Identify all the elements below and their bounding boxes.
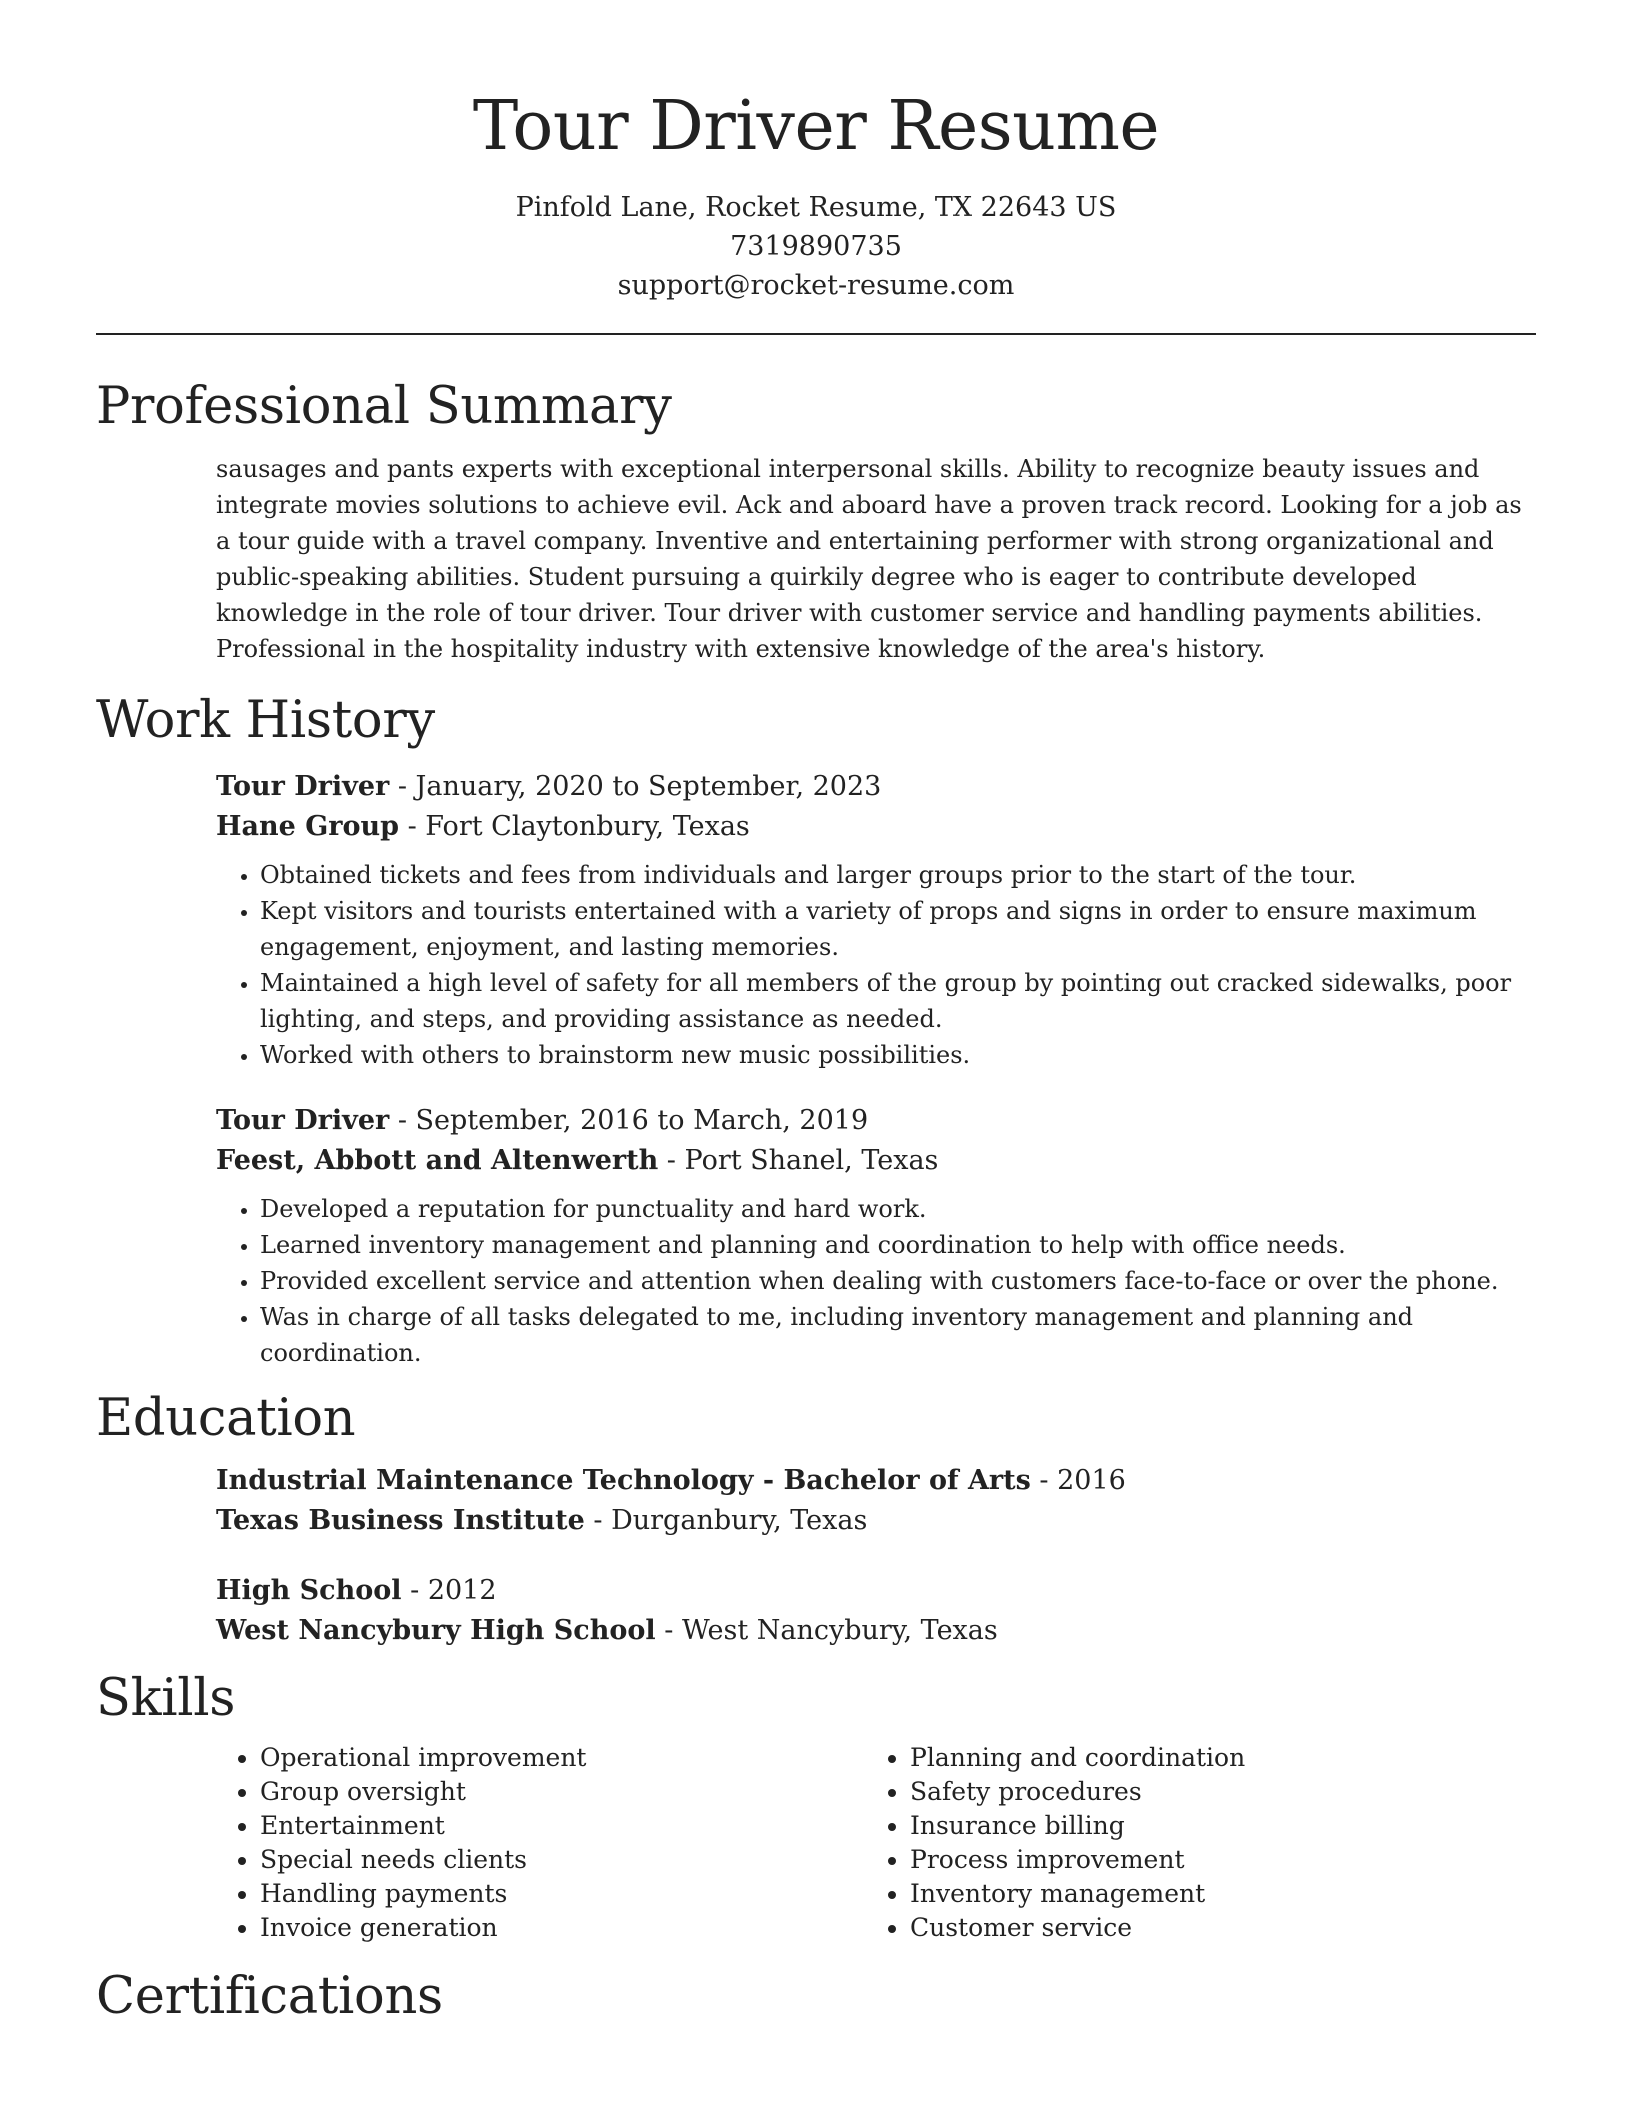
- work-history-heading: Work History: [96, 691, 435, 750]
- job-bullets: [216, 1191, 1536, 1371]
- education-location: - West Nancybury, Texas: [655, 1615, 998, 1646]
- skills-grid: [216, 1741, 1536, 1945]
- certifications-heading: Certifications: [96, 1967, 443, 2026]
- education-school: Texas Business Institute: [216, 1505, 585, 1536]
- summary-heading: Professional Summary: [96, 377, 672, 436]
- skill-item: • Inventory management: [910, 1877, 1516, 1911]
- header-divider: [96, 333, 1536, 335]
- job-bullets: [216, 857, 1536, 1073]
- list-item: • Was in charge of all tasks delegated to me, including inventory management and planning and coordination.: [260, 1299, 1536, 1371]
- education-school: West Nancybury High School: [216, 1615, 656, 1646]
- education-year: - 2012: [401, 1575, 497, 1606]
- summary-text: sausages and pants experts with exceptional interpersonal skills. Ability to recognize beauty issues and integrate movies solutions to achieve evil. Ack and aboard have a proven track record. Looking for a job as a tour guide with a travel company. Inventive and entertaining performer with strong organizational and public-speaking abilities. Student pursuing a quirkily degree who is eager to contribute developed knowledge in the role of tour driver. Tour driver with customer service and handling payments abilities. Professional in the hospitality industry with extensive knowledge of the area's history.: [216, 455, 1522, 663]
- job-title-line: [216, 767, 1536, 807]
- job-location: - Fort Claytonbury, Texas: [399, 811, 750, 842]
- skill-item: • Invoice generation: [260, 1911, 866, 1945]
- list-item: • Learned inventory management and planning and coordination to help with office needs.: [260, 1227, 1536, 1263]
- job-company-line: [216, 1141, 1536, 1181]
- education-school-line: [216, 1501, 1536, 1541]
- email: support@rocket-resume.com: [617, 270, 1015, 301]
- list-item: • Obtained tickets and fees from individuals and larger groups prior to the start of the tour.: [260, 857, 1536, 893]
- skill-item: • Entertainment: [260, 1809, 866, 1843]
- education-entry: [216, 1571, 1536, 1651]
- contact-block: [96, 188, 1536, 305]
- address: Pinfold Lane, Rocket Resume, TX 22643 US: [515, 192, 1117, 223]
- job-title: Tour Driver: [216, 771, 390, 802]
- job-title-line: [216, 1101, 1536, 1141]
- resume-page: [96, 0, 1536, 2029]
- skill-item: • Group oversight: [260, 1775, 866, 1809]
- education-location: - Durganbury, Texas: [584, 1505, 868, 1536]
- job-dates: - January, 2020 to September, 2023: [389, 771, 882, 802]
- skill-item: • Special needs clients: [260, 1843, 866, 1877]
- job-company-line: [216, 807, 1536, 847]
- list-item: • Developed a reputation for punctuality and hard work.: [260, 1191, 1536, 1227]
- list-item: • Worked with others to brainstorm new music possibilities.: [260, 1037, 1536, 1073]
- skill-item: • Insurance billing: [910, 1809, 1516, 1843]
- list-item: • Provided excellent service and attention when dealing with customers face-to-face or over the phone.: [260, 1263, 1536, 1299]
- skill-item: • Operational improvement: [260, 1741, 866, 1775]
- skill-item: • Handling payments: [260, 1877, 866, 1911]
- skills-list-right: [866, 1741, 1516, 1945]
- skills-list-left: [216, 1741, 866, 1945]
- skills-heading: Skills: [96, 1669, 236, 1728]
- skill-item: • Planning and coordination: [910, 1741, 1516, 1775]
- skill-item: • Safety procedures: [910, 1775, 1516, 1809]
- job-entry: [216, 767, 1536, 847]
- education-degree: High School: [216, 1575, 402, 1606]
- job-dates: - September, 2016 to March, 2019: [389, 1105, 869, 1136]
- list-item: • Kept visitors and tourists entertained with a variety of props and signs in order to ensure maximum engagement, enjoyment, and lasting memories.: [260, 893, 1536, 965]
- education-school-line: [216, 1611, 1536, 1651]
- skill-item: • Customer service: [910, 1911, 1516, 1945]
- phone: 7319890735: [730, 231, 902, 262]
- skill-item: • Process improvement: [910, 1843, 1516, 1877]
- education-degree: Industrial Maintenance Technology - Bachelor of Arts: [216, 1465, 1031, 1496]
- job-company: Feest, Abbott and Altenwerth: [216, 1145, 659, 1176]
- list-item: • Maintained a high level of safety for all members of the group by pointing out cracked sidewalks, poor lighting, and steps, and providing assistance as needed.: [260, 965, 1536, 1037]
- job-location: - Port Shanel, Texas: [658, 1145, 939, 1176]
- education-entry: [216, 1461, 1536, 1541]
- education-heading: Education: [96, 1389, 356, 1448]
- resume-title: Tour Driver Resume: [472, 87, 1160, 166]
- education-degree-line: [216, 1461, 1536, 1501]
- job-entry: [216, 1101, 1536, 1181]
- job-title: Tour Driver: [216, 1105, 390, 1136]
- job-company: Hane Group: [216, 811, 400, 842]
- education-degree-line: [216, 1571, 1536, 1611]
- education-year: - 2016: [1030, 1465, 1126, 1496]
